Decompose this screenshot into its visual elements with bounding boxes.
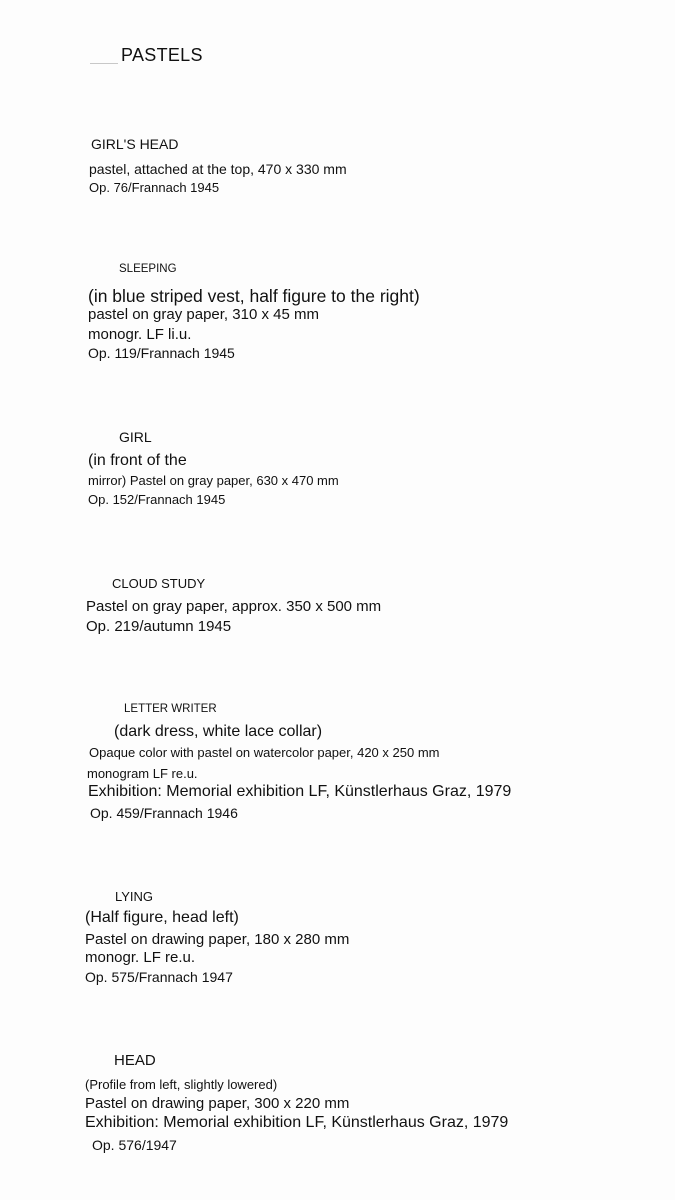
work-description: (Half figure, head left) [85,909,239,926]
work-opus: Op. 152/Frannach 1945 [88,492,226,507]
work-opus: Op. 219/autumn 1945 [86,618,232,635]
work-opus: Op. 576/1947 [92,1137,177,1153]
work-description: (in blue striped vest, half figure to the right) [88,286,420,306]
work-signature: monogram LF re.u. [87,766,198,781]
work-description: (dark dress, white lace collar) [114,723,323,740]
work-title-letter-writer: LETTER WRITER [124,703,217,715]
work-description: (Profile from left, slightly lowered) [85,1077,278,1092]
work-signature: monogr. LF li.u. [88,326,192,343]
work-title-lying: LYING [115,889,154,904]
work-opus: Op. 575/Frannach 1947 [85,969,233,985]
scan-mark [90,63,118,64]
work-detail: Pastel on drawing paper, 300 x 220 mm [85,1095,350,1112]
page-heading: PASTELS [121,45,203,65]
work-opus: Op. 76/Frannach 1945 [89,180,220,195]
work-title-sleeping: SLEEPING [119,263,177,275]
work-detail: pastel on gray paper, 310 x 45 mm [88,306,319,323]
work-detail: pastel, attached at the top, 470 x 330 mm [89,161,347,177]
work-detail: Opaque color with pastel on watercolor paper, 420 x 250 mm [89,745,440,760]
work-detail: Pastel on drawing paper, 180 x 280 mm [85,931,350,948]
work-exhibition: Exhibition: Memorial exhibition LF, Künstlerhaus Graz, 1979 [85,1114,509,1131]
work-opus: Op. 119/Frannach 1945 [88,345,235,361]
work-opus: Op. 459/Frannach 1946 [90,805,238,821]
work-title-girls-head: GIRL'S HEAD [91,136,179,152]
work-description: (in front of the [88,452,187,469]
work-title-girl: GIRL [119,429,152,445]
work-exhibition: Exhibition: Memorial exhibition LF, Künstlerhaus Graz, 1979 [88,783,512,800]
work-detail: mirror) Pastel on gray paper, 630 x 470 mm [88,473,339,488]
work-title-head: HEAD [114,1052,156,1069]
work-detail: Pastel on gray paper, approx. 350 x 500 mm [86,598,382,615]
work-signature: monogr. LF re.u. [85,949,196,966]
work-title-cloud-study: CLOUD STUDY [112,576,206,591]
